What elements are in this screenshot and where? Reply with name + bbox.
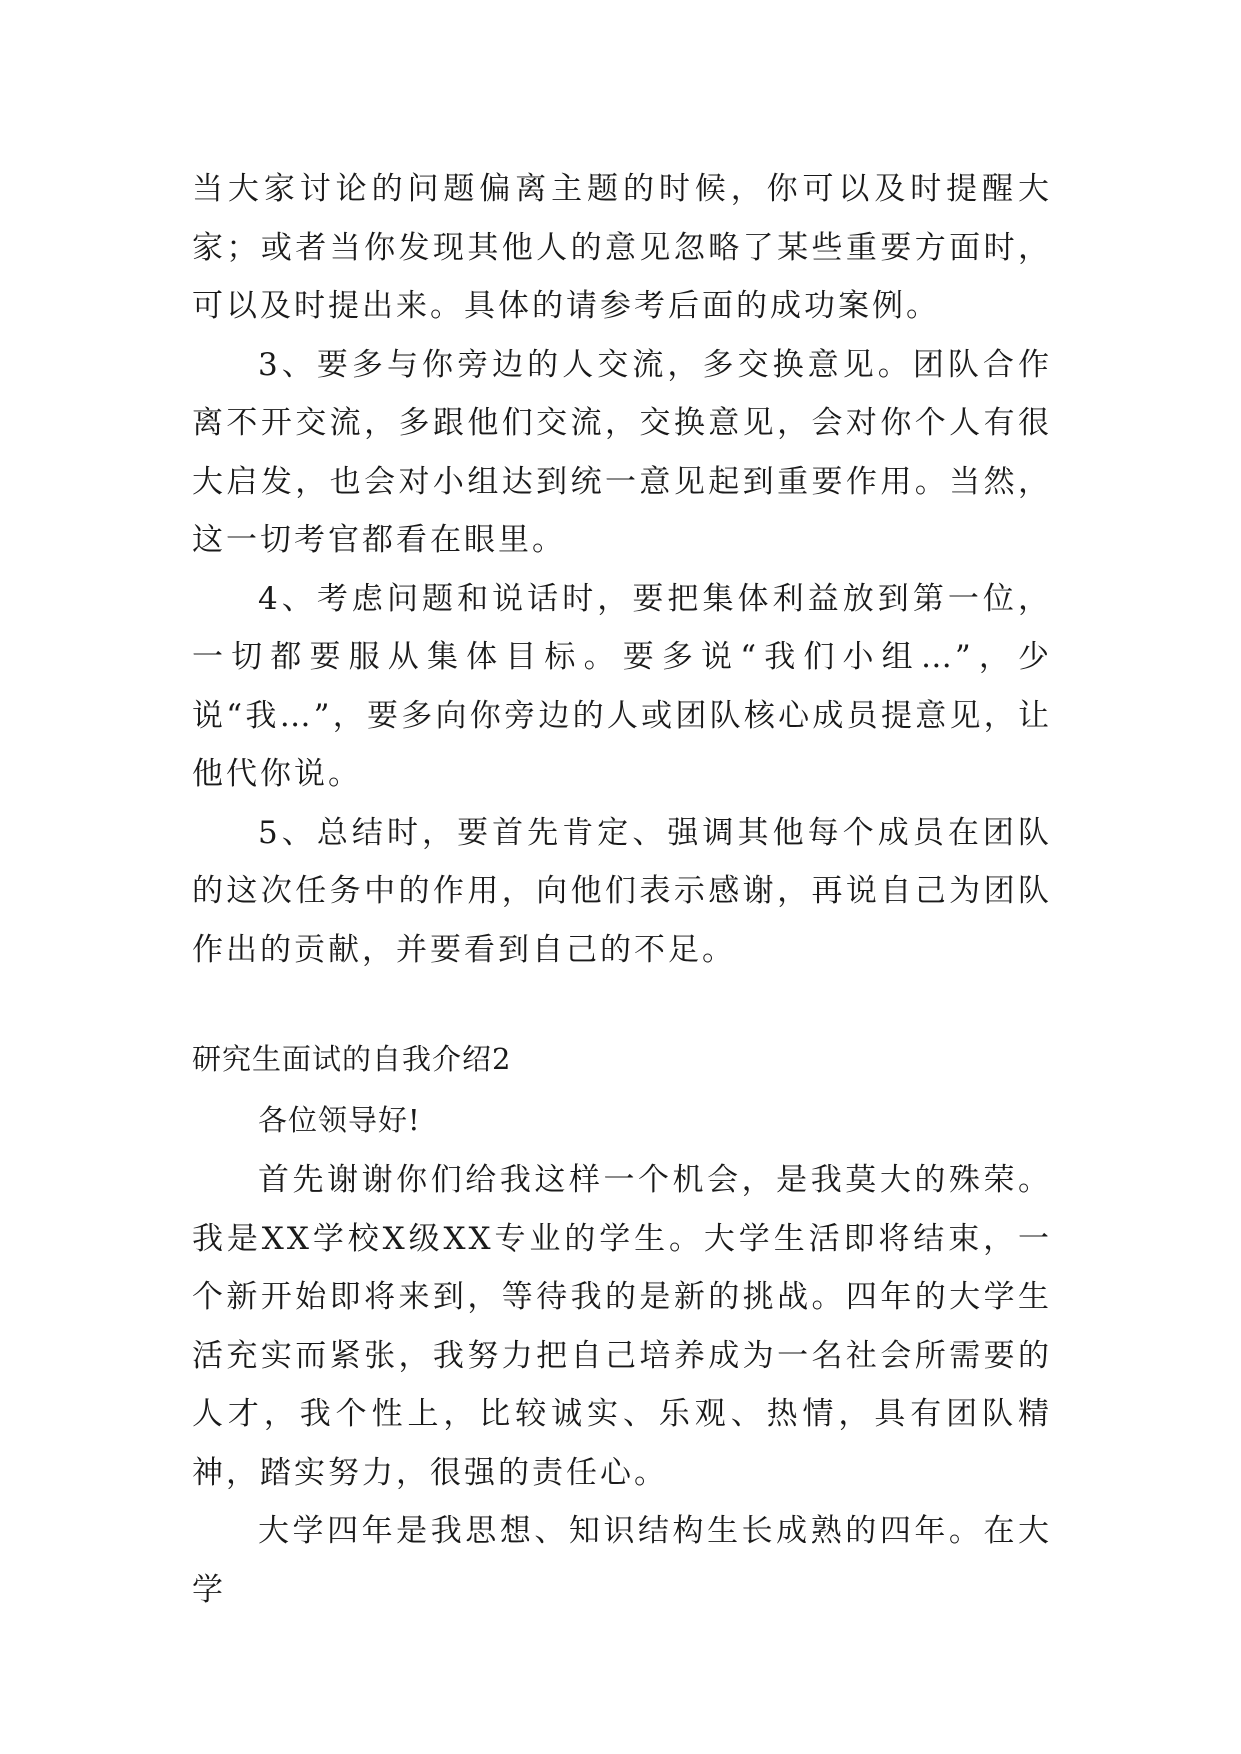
section-title: 研究生面试的自我介绍2 (192, 1042, 512, 1076)
document-body (192, 160, 1052, 1619)
paragraph-continuation: 当大家讨论的问题偏离主题的时候，你可以及时提醒大家；或者当你发现其他人的意见忽略了某些重要方面时，可以及时提出来。具体的请参考后面的成功案例。 (192, 171, 1052, 324)
paragraph-point-4: 4、考虑问题和说话时，要把集体利益放到第一位，一切都要服从集体目标。要多说“我们小组…”，少说“我…”，要多向你旁边的人或团队核心成员提意见，让他代你说。 (192, 580, 1052, 792)
paragraph-university: 大学四年是我思想、知识结构生长成熟的四年。在大学 (192, 1513, 1052, 1608)
paragraph-point-5: 5、总结时，要首先肯定、强调其他每个成员在团队的这次任务中的作用，向他们表示感谢，再说自己为团队作出的贡献，并要看到自己的不足。 (192, 814, 1052, 968)
section-spacer (192, 979, 1052, 1029)
paragraph-point-3: 3、要多与你旁边的人交流，多交换意见。团队合作离不开交流，多跟他们交流，交换意见，会对你个人有很大启发，也会对小组达到统一意见起到重要作用。当然，这一切考官都看在眼里。 (192, 346, 1052, 558)
greeting: 各位领导好! (258, 1103, 421, 1137)
paragraph-intro: 首先谢谢你们给我这样一个机会，是我莫大的殊荣。我是XX学校X级XX专业的学生。大学生活即将结束，一个新开始即将来到，等待我的是新的挑战。四年的大学生活充实而紧张，我努力把自己培养成为一名社会所需要的人才，我个性上，比较诚实、乐观、热情，具有团队精神，踏实努力，很强的责任心。 (192, 1162, 1052, 1491)
